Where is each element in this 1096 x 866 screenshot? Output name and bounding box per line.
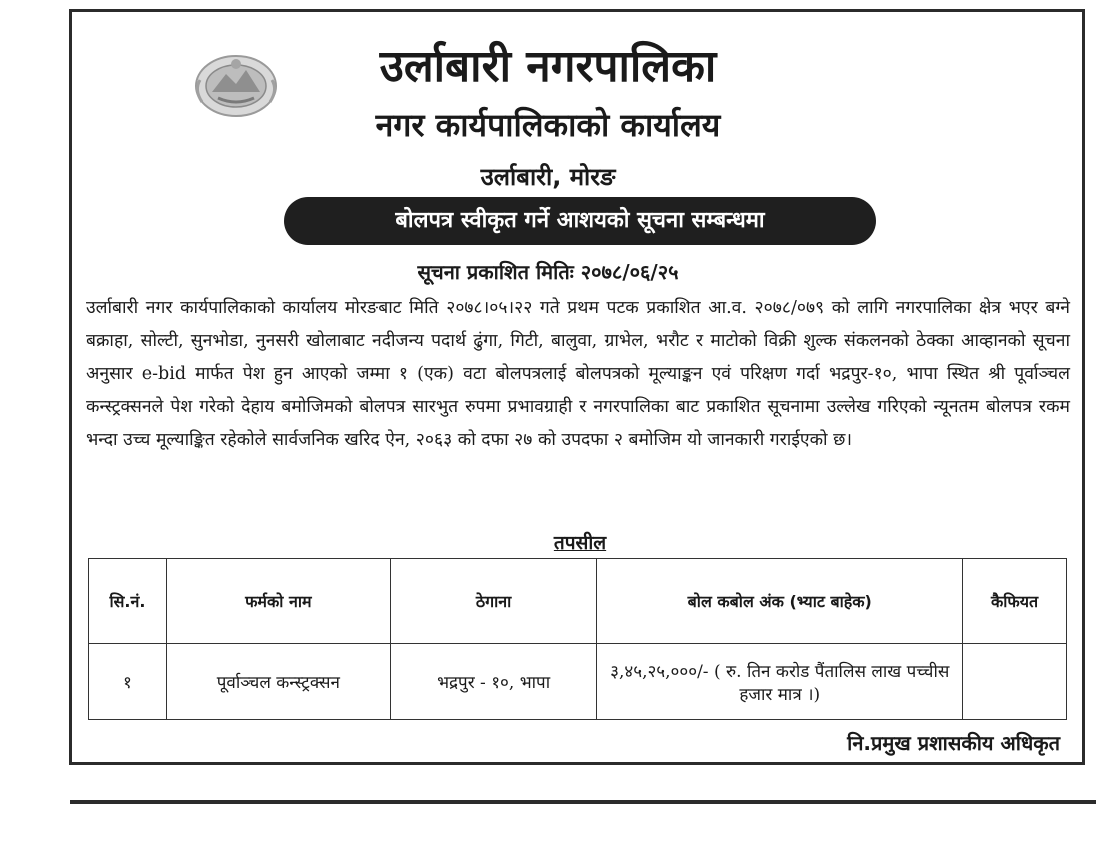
municipality-name: उर्लाबारी नगरपालिका (379, 41, 717, 92)
column-header-address: ठेगाना (390, 559, 597, 644)
column-header-remarks: कैफियत (963, 559, 1067, 644)
published-date: सूचना प्रकाशित मितिः २०७८/०६/२५ (417, 260, 679, 284)
cell-firm: पूर्वाञ्चल कन्स्ट्रक्सन (166, 644, 390, 720)
notice-body: उर्लाबारी नगर कार्यपालिकाको कार्यालय मोरङबाट मिति २०७८।०५।२२ गते प्रथम पटक प्रकाशित आ.व. २०७८/०७९ को लागि नगरपालिका क्षेत्र भएर बग्ने बक्राहा, सोल्टी, सुनभोडा, नुनसरी खोलाबाट नदीजन्य पदार्थ ढुंगा, गिटी, बालुवा, ग्राभेल, भरौट र माटोको विक्री शुल्क संकलनको ठेक्का आव्हानको सूचना अनुसार e-bid मार्फत पेश हुन आएको जम्मा १ (एक) वटा बोलपत्रलाई बोलपत्रको मूल्याङ्कन एवं परिक्षण गर्दा भद्रपुर-१०, भापा स्थित श्री पूर्वाञ्चल कन्स्ट्रक्सनले पेश गरेको देहाय बमोजिमको बोलपत्र सारभुत रुपमा प्रभावग्राही र नगरपालिका बाट प्रकाशित सूचनामा उल्लेख गरिएको न्यूनतम बोलपत्र रकम भन्दा उच्च मूल्याङ्कित रहेकोले सार्वजनिक खरिद ऐन, २०६३ को दफा २७ को उपदफा २ बमोजिम यो जानकारी गराईएको छ। (86, 298, 1070, 450)
office-name: नगर कार्यपालिकाको कार्यालय (375, 106, 721, 144)
bid-details-table (88, 558, 1067, 720)
details-heading: तपसील (553, 532, 607, 554)
signature-title: नि.प्रमुख प्रशासकीय अधिकृत (847, 731, 1060, 755)
cell-address: भद्रपुर - १०, भापा (390, 644, 597, 720)
column-header-firm: फर्मको नाम (166, 559, 390, 644)
column-header-bid: बोल कबोल अंक (भ्याट बाहेक) (597, 559, 963, 644)
table-row (89, 644, 1067, 720)
bottom-divider (70, 800, 1096, 804)
notice-subject-banner: बोलपत्र स्वीकृत गर्ने आशयको सूचना सम्बन्धमा (284, 197, 876, 245)
office-location: उर्लाबारी, मोरङ (480, 163, 616, 191)
cell-sn: १ (89, 644, 167, 720)
cell-remarks (963, 644, 1067, 720)
table-header-row (89, 559, 1067, 644)
cell-bid: ३,४५,२५,०००/- ( रु. तिन करोड पैंतालिस लाख पच्चीस हजार मात्र ।) (597, 644, 963, 720)
column-header-sn: सि.नं. (89, 559, 167, 644)
